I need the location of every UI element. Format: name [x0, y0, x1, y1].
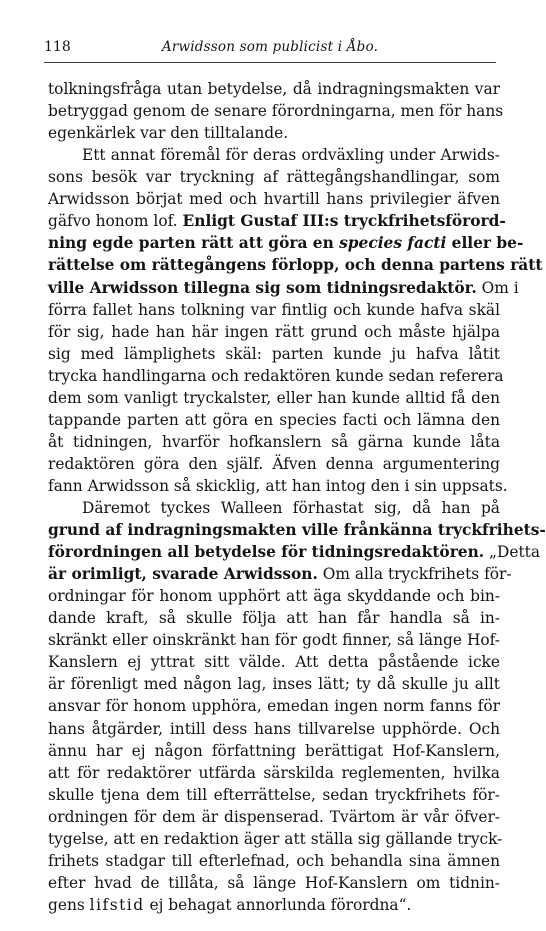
text-line [48, 277, 519, 299]
page-number: 118 [44, 39, 71, 55]
text-segment: egenkärlek var den tilltalande. [48, 124, 289, 143]
text-segment: sons besök var tryckning af rättegångshandlingar, som [48, 168, 500, 187]
text-line [48, 232, 524, 254]
text-segment: dande kraft, så skulle följa att han får handla så in- [48, 609, 500, 628]
text-segment: är förenligt med någon lag, inses lätt; ty då skulle ju allt [48, 675, 500, 694]
text-line [48, 299, 500, 321]
text-segment: Kanslern ej yttrat sitt välde. Att detta påstående icke [48, 653, 500, 672]
text-segment: species facti [339, 234, 447, 253]
text-line [48, 828, 503, 850]
text-line [48, 563, 512, 585]
text-line [48, 541, 541, 563]
text-segment: lifstid [89, 895, 145, 914]
text-segment: tolkningsfråga utan betydelse, då indragningsmakten var [48, 80, 500, 98]
text-segment: ansvar för honom upphöra, emedan ingen norm fanns för [48, 697, 500, 716]
text-segment: eller be- [446, 234, 524, 253]
text-segment: Om i [476, 278, 519, 297]
text-segment: „Detta [484, 543, 541, 561]
text-line [48, 188, 500, 210]
running-head [44, 38, 496, 58]
text-segment: Arwidsson börjat med och hvartill hans privilegier äfven [48, 190, 500, 209]
text-line [48, 343, 500, 365]
text-segment: Om alla tryckfrihets för- [317, 565, 512, 584]
text-line [48, 806, 500, 828]
text-line [48, 100, 504, 122]
text-line [48, 122, 500, 144]
text-line [48, 387, 500, 409]
text-line [48, 78, 500, 100]
text-line [48, 321, 500, 343]
text-line [48, 894, 500, 916]
text-segment: frihets stadgar till efterlefnad, och behandla sina ämnen [48, 851, 500, 870]
text-segment: ordningar för honom upphört att äga skyddande och bin- [48, 587, 500, 606]
text-line [48, 475, 508, 497]
text-segment: betryggad genom de senare förordningarna, men för hans [48, 102, 504, 120]
text-segment: grund af indragningsmakten ville frånkänna tryckfrihets- [48, 521, 546, 539]
text-line [48, 453, 500, 475]
header-rule [44, 62, 496, 63]
text-line [48, 762, 500, 784]
text-segment: skulle tjena dem till efterrättelse, sedan tryckfrihets för- [48, 785, 500, 804]
text-segment: för sig, hade han här ingen rätt grund och måste hjälpa [48, 322, 500, 341]
text-line [48, 210, 506, 232]
text-line [48, 365, 504, 387]
text-line [48, 673, 500, 695]
text-line [48, 409, 500, 431]
text-line [48, 519, 546, 541]
text-segment: ordningen för dem är dispenserad. Tvärtom är vår öfver- [48, 807, 500, 826]
text-segment: hans åtgärder, intill dess hans tillvarelse upphörde. Och [48, 719, 500, 738]
text-segment: är orimligt, svarade Arwidsson. [48, 565, 318, 584]
text-segment: ning egde parten rätt att göra en [48, 234, 340, 253]
text-line [82, 144, 500, 166]
text-segment: skränkt eller oinskränkt han för godt finner, så länge Hof- [48, 631, 500, 650]
text-segment: ej behagat annorlunda förordna“. [144, 895, 412, 914]
text-segment: Däremot tyckes Walleen förhastat sig, då han på [82, 498, 500, 517]
text-line [48, 431, 500, 453]
text-segment: rättelse om rättegångens förlopp, och denna partens rätt [48, 256, 543, 275]
text-line [48, 872, 500, 894]
text-line [48, 718, 500, 740]
text-line [82, 497, 500, 519]
text-segment: fann Arwidsson så skicklig, att han intog den i sin uppsats. [48, 476, 508, 495]
text-segment: Enligt Gustaf III:s tryckfrihetsförord- [182, 212, 506, 231]
text-segment: ville Arwidsson tillegna sig som tidningsredaktör. [48, 278, 477, 297]
text-segment: tygelse, att en redaktion äger att ställa sig gällande tryck- [48, 829, 503, 848]
text-segment: förordningen all betydelse för tidningsredaktören. [48, 543, 485, 561]
text-segment: Ett annat föremål för deras ordväxling under Arwids- [82, 146, 500, 165]
text-segment: dem som vanligt tryckalster, eller han kunde alltid få den [48, 388, 500, 407]
text-segment: förra fallet hans tolkning var fintlig och kunde hafva skäl [48, 300, 500, 319]
text-line [48, 695, 500, 717]
text-line [48, 850, 500, 872]
text-line [48, 629, 500, 651]
text-segment: redaktören göra den själf. Äfven denna argumentering [48, 454, 500, 473]
text-line [48, 166, 500, 188]
text-segment: gens [48, 895, 90, 914]
running-title: Arwidsson som publicist i Åbo. [161, 39, 379, 55]
text-segment: gäfvo honom lof. [48, 212, 183, 231]
text-segment: efter hvad de tillåta, så länge Hof-Kanslern om tidnin- [48, 873, 500, 892]
text-segment: att för redaktörer utfärda särskilda reglementen, hvilka [48, 763, 500, 782]
text-segment: trycka handlingarna och redaktören kunde sedan referera [48, 366, 504, 385]
text-segment: ännu har ej någon författning berättigat Hof-Kanslern, [48, 741, 500, 760]
text-line [48, 607, 500, 629]
text-line [48, 254, 543, 276]
text-line [48, 784, 500, 806]
text-line [48, 585, 500, 607]
text-segment: sig med lämplighets skäl: parten kunde ju hafva låtit [48, 344, 500, 363]
text-segment: åt tidningen, hvarför hofkanslern så gärna kunde låta [48, 432, 500, 451]
text-segment: tappande parten att göra en species facti och lämna den [48, 410, 500, 429]
text-line [48, 651, 500, 673]
text-line [48, 740, 500, 762]
